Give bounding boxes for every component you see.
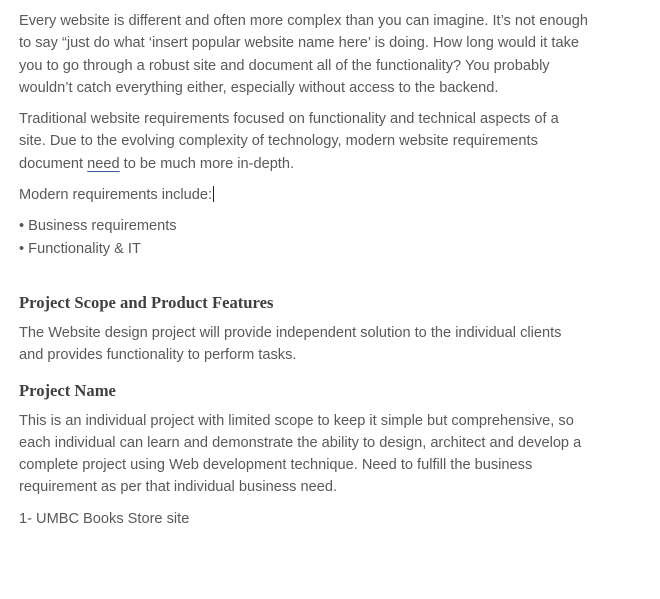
project-item: 1- UMBC Books Store site — [19, 510, 190, 527]
project-name-heading: Project Name — [19, 380, 116, 400]
spelling-flagged-word[interactable]: need — [87, 155, 120, 172]
text-cursor — [213, 186, 214, 202]
intro-paragraph-1: Every website is different and often more complex than you can imagine. It’s not enough to say “just do what ‘insert popular website name here’ is doing. How long would it take you to go through a robust site and document all of the functionality? You probably wouldn’t catch everything either, especially without access to the backend. — [19, 13, 588, 96]
intro-paragraph-2-text-before: Traditional website requirements focused on functionality and technical aspects of a site. Due to the evolving complexity of technology, modern website requirements document — [19, 111, 559, 172]
scope-heading: Project Scope and Product Features — [19, 292, 274, 312]
scope-paragraph: The Website design project will provide independent solution to the individual clients and provides functionality to perform tasks. — [19, 324, 562, 364]
list-item: • Business requirements — [19, 218, 177, 235]
intro-paragraph-3 — [19, 184, 599, 206]
intro-paragraph-2 — [19, 108, 579, 175]
intro-paragraph-2-text-after: to be much more in-depth. — [119, 155, 295, 172]
requirements-intro-text: Modern requirements include: — [19, 187, 213, 204]
project-name-paragraph: This is an individual project with limited scope to keep it simple but comprehensive, so each individual can learn and demonstrate the ability to design, architect and develop a complete project using Web development technique. Need to fulfill the business requirement as per that individual business need. — [19, 412, 582, 496]
list-item: • Functionality & IT — [19, 240, 141, 257]
requirements-list — [19, 215, 660, 260]
